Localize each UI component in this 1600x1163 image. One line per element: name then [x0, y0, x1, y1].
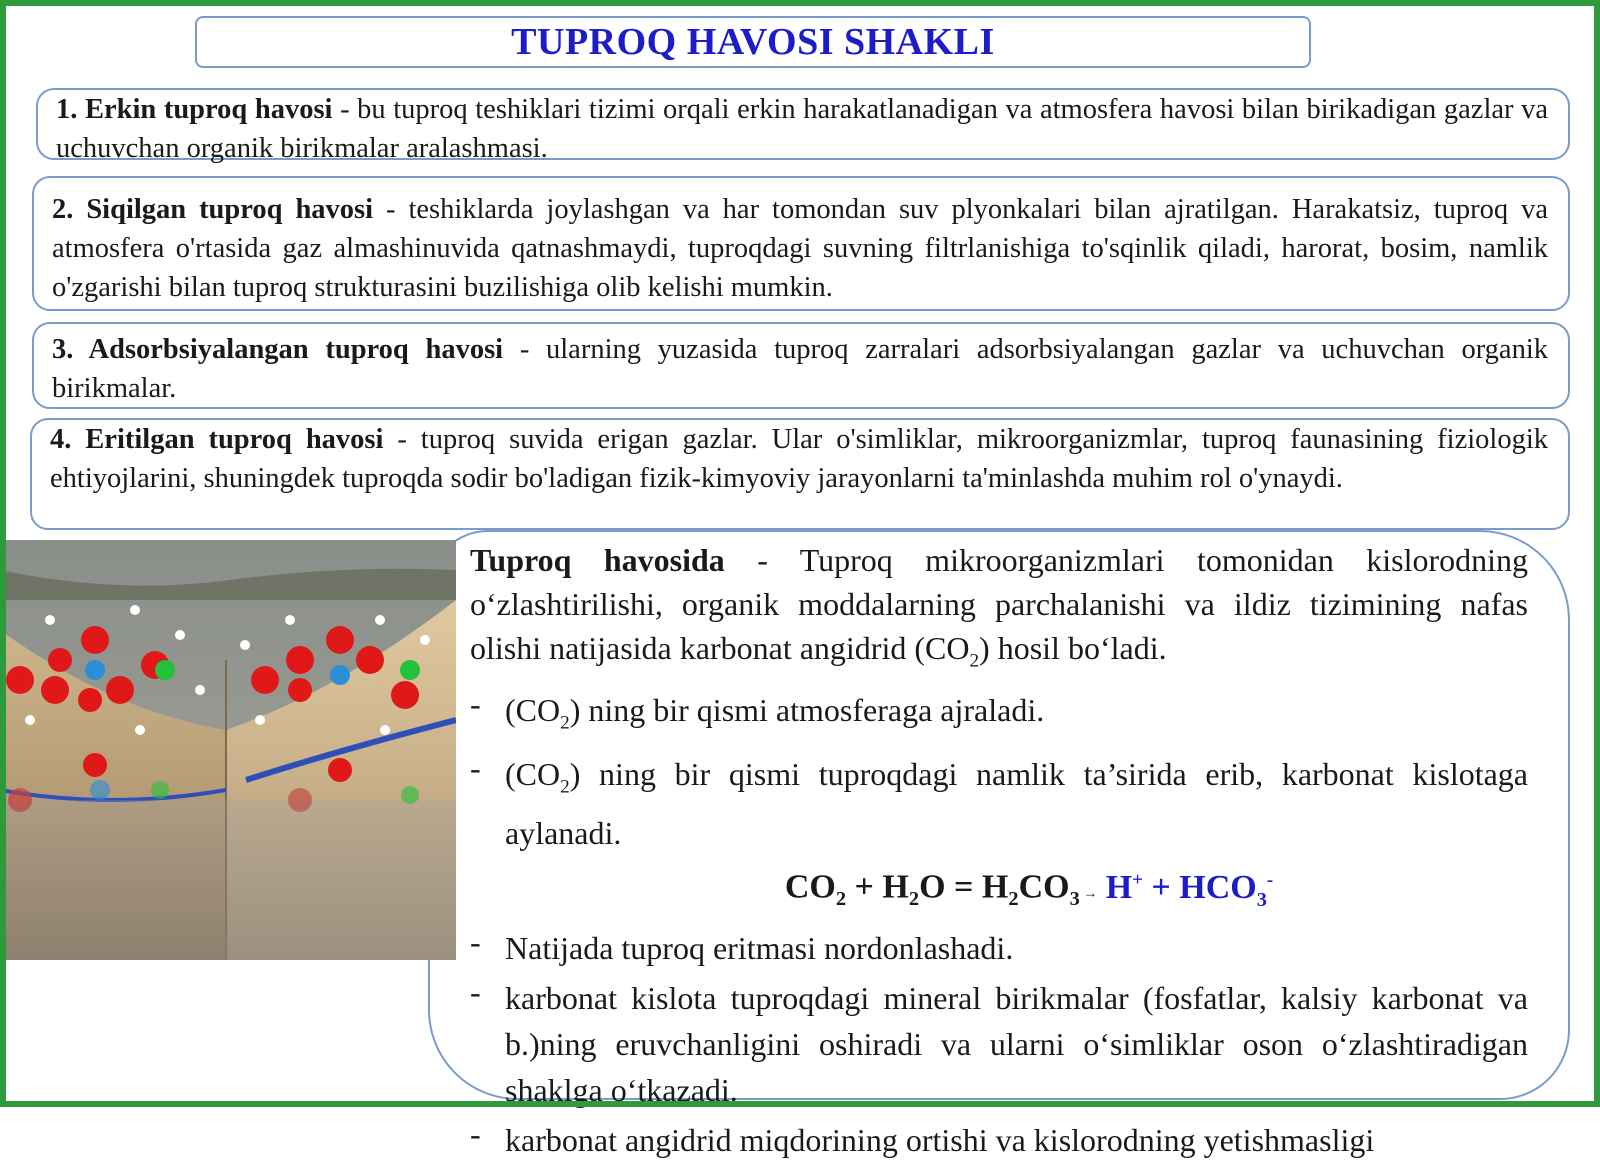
soil-molecules-image — [0, 540, 456, 960]
bullet-text: (CO — [505, 755, 561, 792]
definition-term: 4. Eritilgan tuproq havosi — [50, 424, 384, 455]
definition-text: - tuproq suvida erigan gazlar. Ular o'simliklar, mikroorganizmlar, tuproq faunasining fiziologik ehtiyojlarini, shuningdek tuproqda sodir bo'ladigan fizik-kimyoviy jarayonlarni ta'minlashda muhim rol o'ynaydi. — [50, 424, 1548, 494]
dash-marker: - — [470, 974, 481, 1011]
definition-compressed-soil-air — [32, 176, 1570, 311]
subscript: 3 — [1069, 888, 1080, 911]
bullet-item — [470, 925, 1528, 971]
definition-term: 1. Erkin tuproq havosi — [56, 94, 333, 125]
definition-text: - bu tuproq teshiklari tizimi orqali erkin harakatlanadigan va atmosfera havosi bilan birikadigan gazlar va uchuvchan organik birikmalar aralashmasi. — [56, 94, 1548, 164]
equation-part: O = H — [919, 868, 1009, 906]
subscript: 2 — [835, 888, 847, 911]
definition-text: - ularning yuzasida tuproq zarralari adsorbsiyalangan gazlar va uchuvchan organik birikmalar. — [52, 334, 1548, 404]
equation-part: + H — [846, 868, 909, 906]
bullet-item — [470, 1117, 1528, 1163]
superscript: + — [1132, 869, 1143, 891]
bullet-text: ) ning bir qismi tuproqdagi namlik ta’sirida erib, karbonat kislotaga aylanadi. — [505, 755, 1528, 852]
bullet-item — [470, 751, 1528, 856]
bullet-item — [470, 975, 1528, 1113]
definition-text: - teshiklarda joylashgan va har tomondan suv plyonkalari bilan ajratilgan. Harakatsiz, tuproq va atmosfera o'rtasida gaz almashinuvida qatnashmaydi, tuproqdagi suvning filtrlanishiga to'sqinlik qiladi, harorat, bosim, namlik o'zgarishi bilan tuproq strukturasini buzilishiga olib kelishi mumkin. — [52, 194, 1549, 303]
subscript: 2 — [1008, 888, 1019, 911]
dash-marker: - — [470, 924, 481, 961]
definition-dissolved-soil-air — [30, 418, 1570, 530]
superscript: - — [1266, 869, 1274, 891]
equation-products — [1097, 868, 1274, 911]
subscript: 3 — [1256, 888, 1267, 911]
definition-term: 3. Adsorbsiyalangan tuproq havosi — [52, 334, 504, 365]
bullet-text: (CO — [505, 692, 561, 729]
equation-part: CO — [784, 868, 836, 906]
equation-part: + HCO — [1142, 868, 1257, 906]
bullet-text: karbonat angidrid miqdorining ortishi va kislorodning yetishmasligi — [505, 1122, 1375, 1159]
definition-free-soil-air — [36, 88, 1570, 164]
info-lead-term: Tuproq havosida — [470, 542, 725, 578]
page-title: TUPROQ HAVOSI SHAKLI — [511, 21, 995, 63]
subscript: 2 — [560, 776, 570, 798]
info-lead-text: - Tuproq mikroorganizmlari tomonidan kislorodning o‘zlashtirilishi, organik moddalarning parchalanishi va ildiz tizimining nafas olishi natijasida karbonat angidrid (CO — [470, 542, 1529, 666]
bullet-text: karbonat kislota tuproqdagi mineral birikmalar (fosfatlar, kalsiy karbonat va b.)ning eruvchanligini oshiradi va ularni o‘simliklar oson o‘zlashtiradigan shaklga o‘tkazadi. — [505, 980, 1528, 1109]
subscript: 2 — [560, 712, 570, 734]
soil-cross-section-illustration — [0, 540, 456, 960]
arrow-icon: → — [1079, 886, 1098, 902]
definition-adsorbed-soil-air — [32, 322, 1570, 409]
bullet-item — [470, 687, 1528, 746]
subscript: 2 — [908, 888, 920, 911]
dash-marker: - — [470, 1116, 481, 1153]
dash-marker: - — [470, 686, 481, 723]
bullet-text: Natijada tuproq eritmasi nordonlashadi. — [505, 930, 1014, 967]
info-lead — [470, 538, 1528, 683]
subscript: 2 — [969, 650, 980, 672]
info-lead-text-end: ) hosil bo‘ladi. — [979, 630, 1167, 666]
equation-part: H — [1097, 868, 1133, 906]
dash-marker: - — [470, 749, 481, 786]
title-box — [195, 16, 1311, 68]
info-content — [470, 538, 1528, 1163]
definition-term: 2. Siqilgan tuproq havosi — [52, 194, 374, 225]
equation-part: CO — [1018, 868, 1070, 906]
bullet-text: ) ning bir qismi atmosferaga ajraladi. — [569, 692, 1045, 729]
chemical-equation — [530, 858, 1528, 921]
